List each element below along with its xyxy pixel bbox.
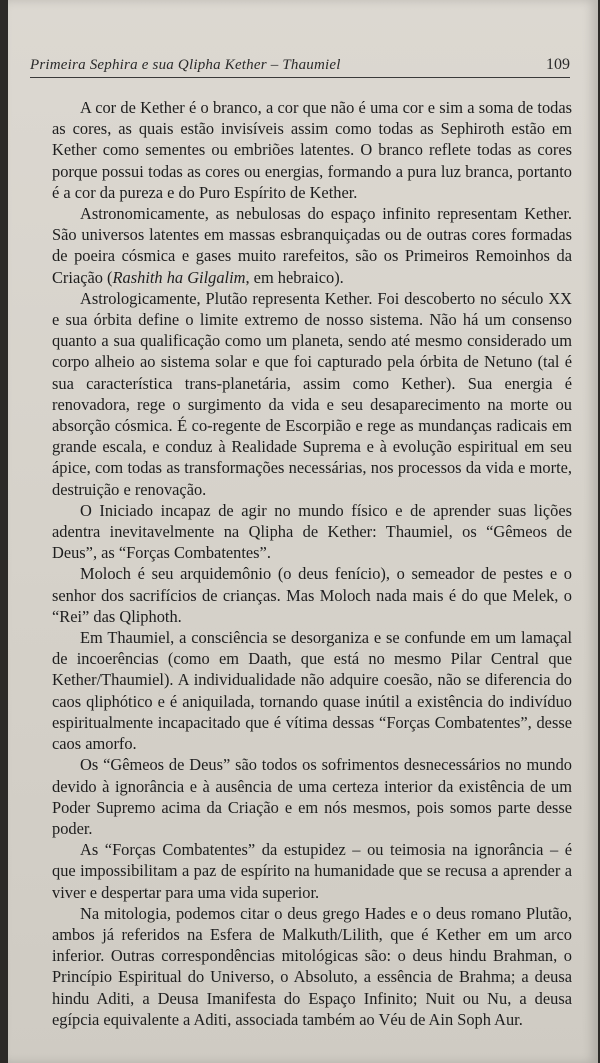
paragraph-astronomy-text: Astronomicamente, as nebulosas do espaço infinito representam Kether. São universos latentes em massas esbranquiçadas ou de outras cores formadas de poeira cósmica e gases muito rarefeitos, são os Primeiros Remoinhos da Criação ( xyxy=(52,204,572,287)
paragraph-twins: Os “Gêmeos de Deus” são todos os sofrimentos desnecessários no mundo devido à ignorância e à ausência de uma certeza interior da existência de um Poder Supremo acima da Criação e em nós mesmos, pois somos parte desse poder. xyxy=(52,755,572,838)
paragraph-astronomy xyxy=(52,203,572,288)
paragraph-kether-color: A cor de Kether é o branco, a cor que não é uma cor e sim a soma de todas as cores, as quais estão invisíveis assim como todas as Sephiroth estão em Kether como sementes ou embriões latentes. O branco reflete todas as cores porque possui todas as cores ou energias, formando a pura luz branca, portanto é a cor da pureza e do Puro Espírito de Kether. xyxy=(52,98,572,202)
hebrew-term: Rashith ha Gilgalim xyxy=(112,267,246,287)
paragraph-mythology: Na mitologia, podemos citar o deus grego Hades e o deus romano Plutão, ambos já referidos na Esfera de Malkuth/Lilith, que é Kether em um arco inferior. Outras correspondências mitológicas são: o deus hindu Brahman, o Princípio Espiritual do Universo, o Absoluto, a essência de Brahma; a deusa hindu Aditi, a Deusa Imanifesta do Espaço Infinito; Nuit ou Nu, a deusa egípcia equivalente a Aditi, associada também ao Véu de Ain Soph Aur. xyxy=(52,903,572,1029)
paragraph-moloch: Moloch é seu arquidemônio (o deus fenício), o semeador de pestes e o senhor dos sacrifícios de crianças. Mas Moloch nada mais é do que Melek, o “Rei” das Qliphoth. xyxy=(52,564,572,626)
paragraph-initiate: O Iniciado incapaz de agir no mundo físico e de aprender suas lições adentra inevitavelmente na Qlipha de Kether: Thaumiel, os “Gêmeos de Deus”, as “Forças Combatentes”. xyxy=(52,500,572,563)
paragraph-thaumiel: Em Thaumiel, a consciência se desorganiza e se confunde em um lamaçal de incoerências (como em Daath, que está no mesmo Pilar Central que Kether/Thaumiel). A individualidade não adquire coesão, não se diferencia do caos qliphótico e é aniquilada, tornando quase inútil a existência do indivíduo espiritualmente incapacitado que é vítima dessas “Forças Combatentes”, desse caos amorfo. xyxy=(52,628,572,754)
book-page xyxy=(8,0,598,1063)
paragraph-forces: As “Forças Combatentes” da estupidez – ou teimosia na ignorância – é que impossibilitam a paz de espírito na humanidade que se recusa a aprender a viver e despertar para uma vida superior. xyxy=(52,840,572,902)
paragraph-astronomy-tail: , em hebraico). xyxy=(245,267,344,287)
paragraph-astrology: Astrologicamente, Plutão representa Kether. Foi descoberto no século XX e sua órbita define o limite extremo de nosso sistema. Não há um consenso quanto a sua qualificação como um planeta, sendo até mesmo considerado um corpo alheio ao sistema solar e que foi capturado pela órbita de Netuno (tal é sua característica trans-planetária, assim como Kether). Sua energia é renovadora, rege o surgimento da vida e seu desaparecimento na morte ou absorção cósmica. É co-regente de Escorpião e rege as mundanças radicais em grande escala, e conduz à Realidade Suprema e à evolução espiritual em seu ápice, com todas as transformações necessárias, nos processos da vida e morte, destruição e renovação. xyxy=(52,288,572,499)
page-header xyxy=(30,56,570,74)
header-rule xyxy=(30,77,570,78)
running-head: Primeira Sephira e sua Qlipha Kether – Thaumiel xyxy=(30,57,341,73)
page-body xyxy=(52,97,572,1030)
page-number: 109 xyxy=(546,56,570,73)
